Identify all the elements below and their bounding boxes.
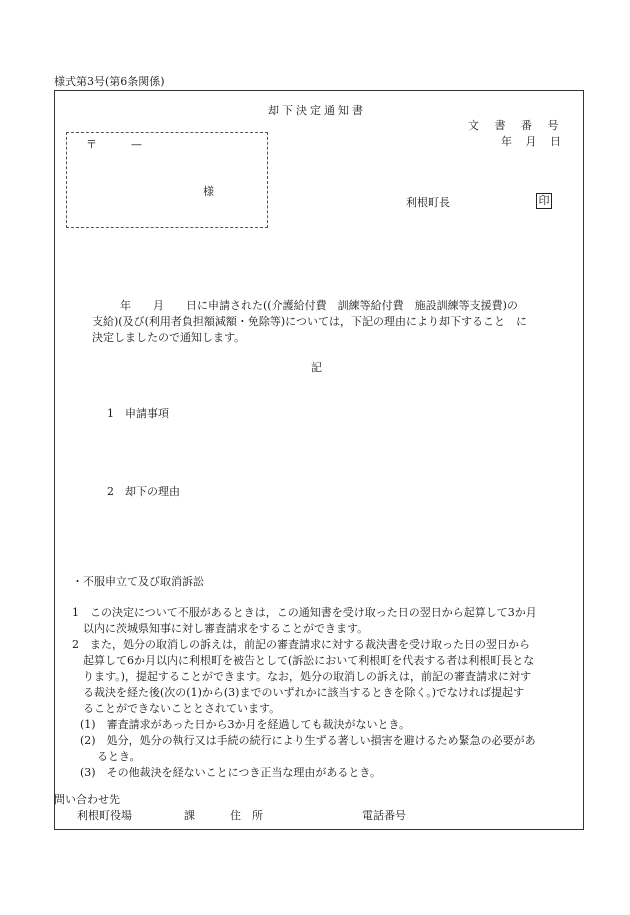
appeal-line: (2) 処分，処分の執行又は手続の続行により生ずる著しい損害を避けるため緊急の必要があ (80, 734, 536, 747)
item-rejection-reason: 2 却下の理由 (107, 485, 180, 498)
appeal-line: (3) その他裁決を経ないことにつき正当な理由があるとき。 (80, 766, 381, 779)
contact-heading: 問い合わせ先 (54, 793, 120, 806)
contact-address: 住 所 (230, 809, 263, 822)
appeal-line: ることができないこととされています。 (83, 702, 281, 715)
date-label: 年 月 日 (501, 135, 561, 148)
addressee-suffix: 様 (203, 185, 214, 198)
appeal-heading: ・不服申立て及び取消訴訟 (72, 575, 204, 588)
body-line-2: 支給)(及び(利用者負担額減額・免除等)については，下記の理由により却下すること に (92, 315, 527, 328)
postal-dash: — (131, 138, 142, 151)
appeal-line: 2 また，処分の取消しの訴えは，前記の審査請求に対する裁決書を受け取った日の翌日から (72, 638, 530, 651)
appeal-line: るとき。 (97, 750, 141, 763)
postal-mark: 〒 (86, 138, 97, 151)
appeal-line: 起算して6か月以内に利根町を被告として(訴訟において利根町を代表する者は利根町長とな (83, 654, 535, 667)
issuer-name: 利根町長 (406, 196, 450, 209)
appeal-line: る裁決を経た後(次の(1)から(3)までのいずれかに該当するときを除く。)でなければ提起す (83, 686, 525, 699)
appeal-line: 以内に茨城県知事に対し審査請求をすることができます。 (83, 622, 369, 635)
contact-section: 課 (184, 809, 195, 822)
form-number-label: 様式第3号(第6条関係) (54, 75, 165, 88)
appeal-line: 1 この決定について不服があるときは，この通知書を受け取った日の翌日から起算して3か月 (72, 606, 537, 619)
contact-office: 利根町役場 (77, 809, 132, 822)
document-title: 却下決定通知書 (268, 104, 366, 117)
contact-phone: 電話番号 (362, 809, 406, 822)
item-application-matter: 1 申請事項 (107, 407, 169, 420)
body-line-1: 年 月 日に申請された((介護給付費 訓練等給付費 施設訓練等支援費)の (120, 299, 518, 312)
seal-stamp: 印 (536, 193, 552, 209)
appeal-line: ります。)，提起することができます。なお，処分の取消しの訴えは，前記の審査請求に対す (83, 670, 532, 683)
ki-heading: 記 (311, 361, 322, 374)
appeal-line: (1) 審査請求があった日から3か月を経過しても裁決がないとき。 (80, 718, 411, 731)
document-number-label: 文 書 番 号 (468, 119, 559, 132)
body-line-3: 決定しましたので通知します。 (92, 331, 246, 344)
